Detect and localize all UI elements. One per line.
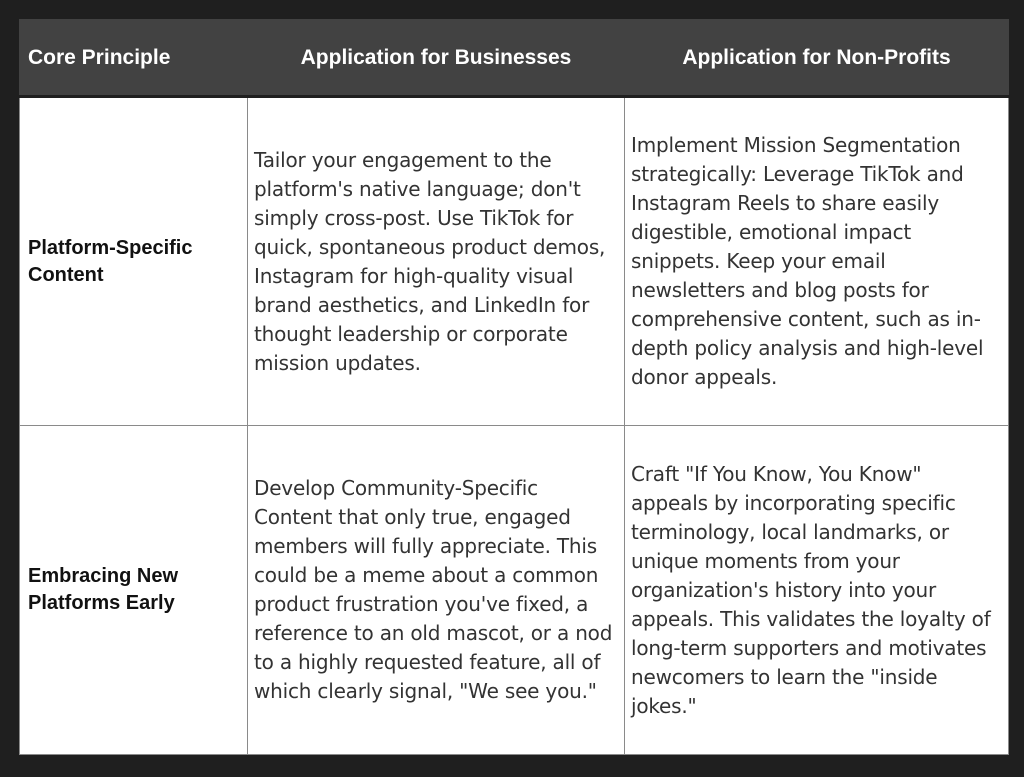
principle-cell: Platform-Specific Content (20, 97, 248, 426)
non-profits-cell: Implement Mission Segmentation strategically: Leverage TikTok and Instagram Reels to share easily digestible, emotional impact snippets. Keep your email newsletters and blog posts for comprehensive content, such as in-depth policy analysis and high-level donor appeals. (625, 97, 1009, 426)
non-profits-cell: Craft "If You Know, You Know" appeals by incorporating specific terminology, local landmarks, or unique moments from your organization's history into your appeals. This validates the loyalty of long-term supporters and motivates newcomers to learn the "inside jokes." (625, 426, 1009, 755)
header-non-profits: Application for Non-Profits (625, 20, 1009, 97)
principle-cell: Embracing New Platforms Early (20, 426, 248, 755)
principles-table (19, 19, 1009, 755)
header-row (20, 20, 1009, 97)
businesses-cell: Tailor your engagement to the platform's native language; don't simply cross-post. Use TikTok for quick, spontaneous product demos, Instagram for high-quality visual brand aesthetics, and LinkedIn for thought leadership or corporate mission updates. (248, 97, 625, 426)
table-row (20, 426, 1009, 755)
table-row (20, 97, 1009, 426)
table-header (20, 20, 1009, 97)
table-body (20, 97, 1009, 755)
header-core-principle: Core Principle (20, 20, 248, 97)
businesses-cell: Develop Community-Specific Content that only true, engaged members will fully appreciate. This could be a meme about a common product frustration you've fixed, a reference to an old mascot, or a nod to a highly requested feature, all of which clearly signal, "We see you." (248, 426, 625, 755)
header-businesses: Application for Businesses (248, 20, 625, 97)
